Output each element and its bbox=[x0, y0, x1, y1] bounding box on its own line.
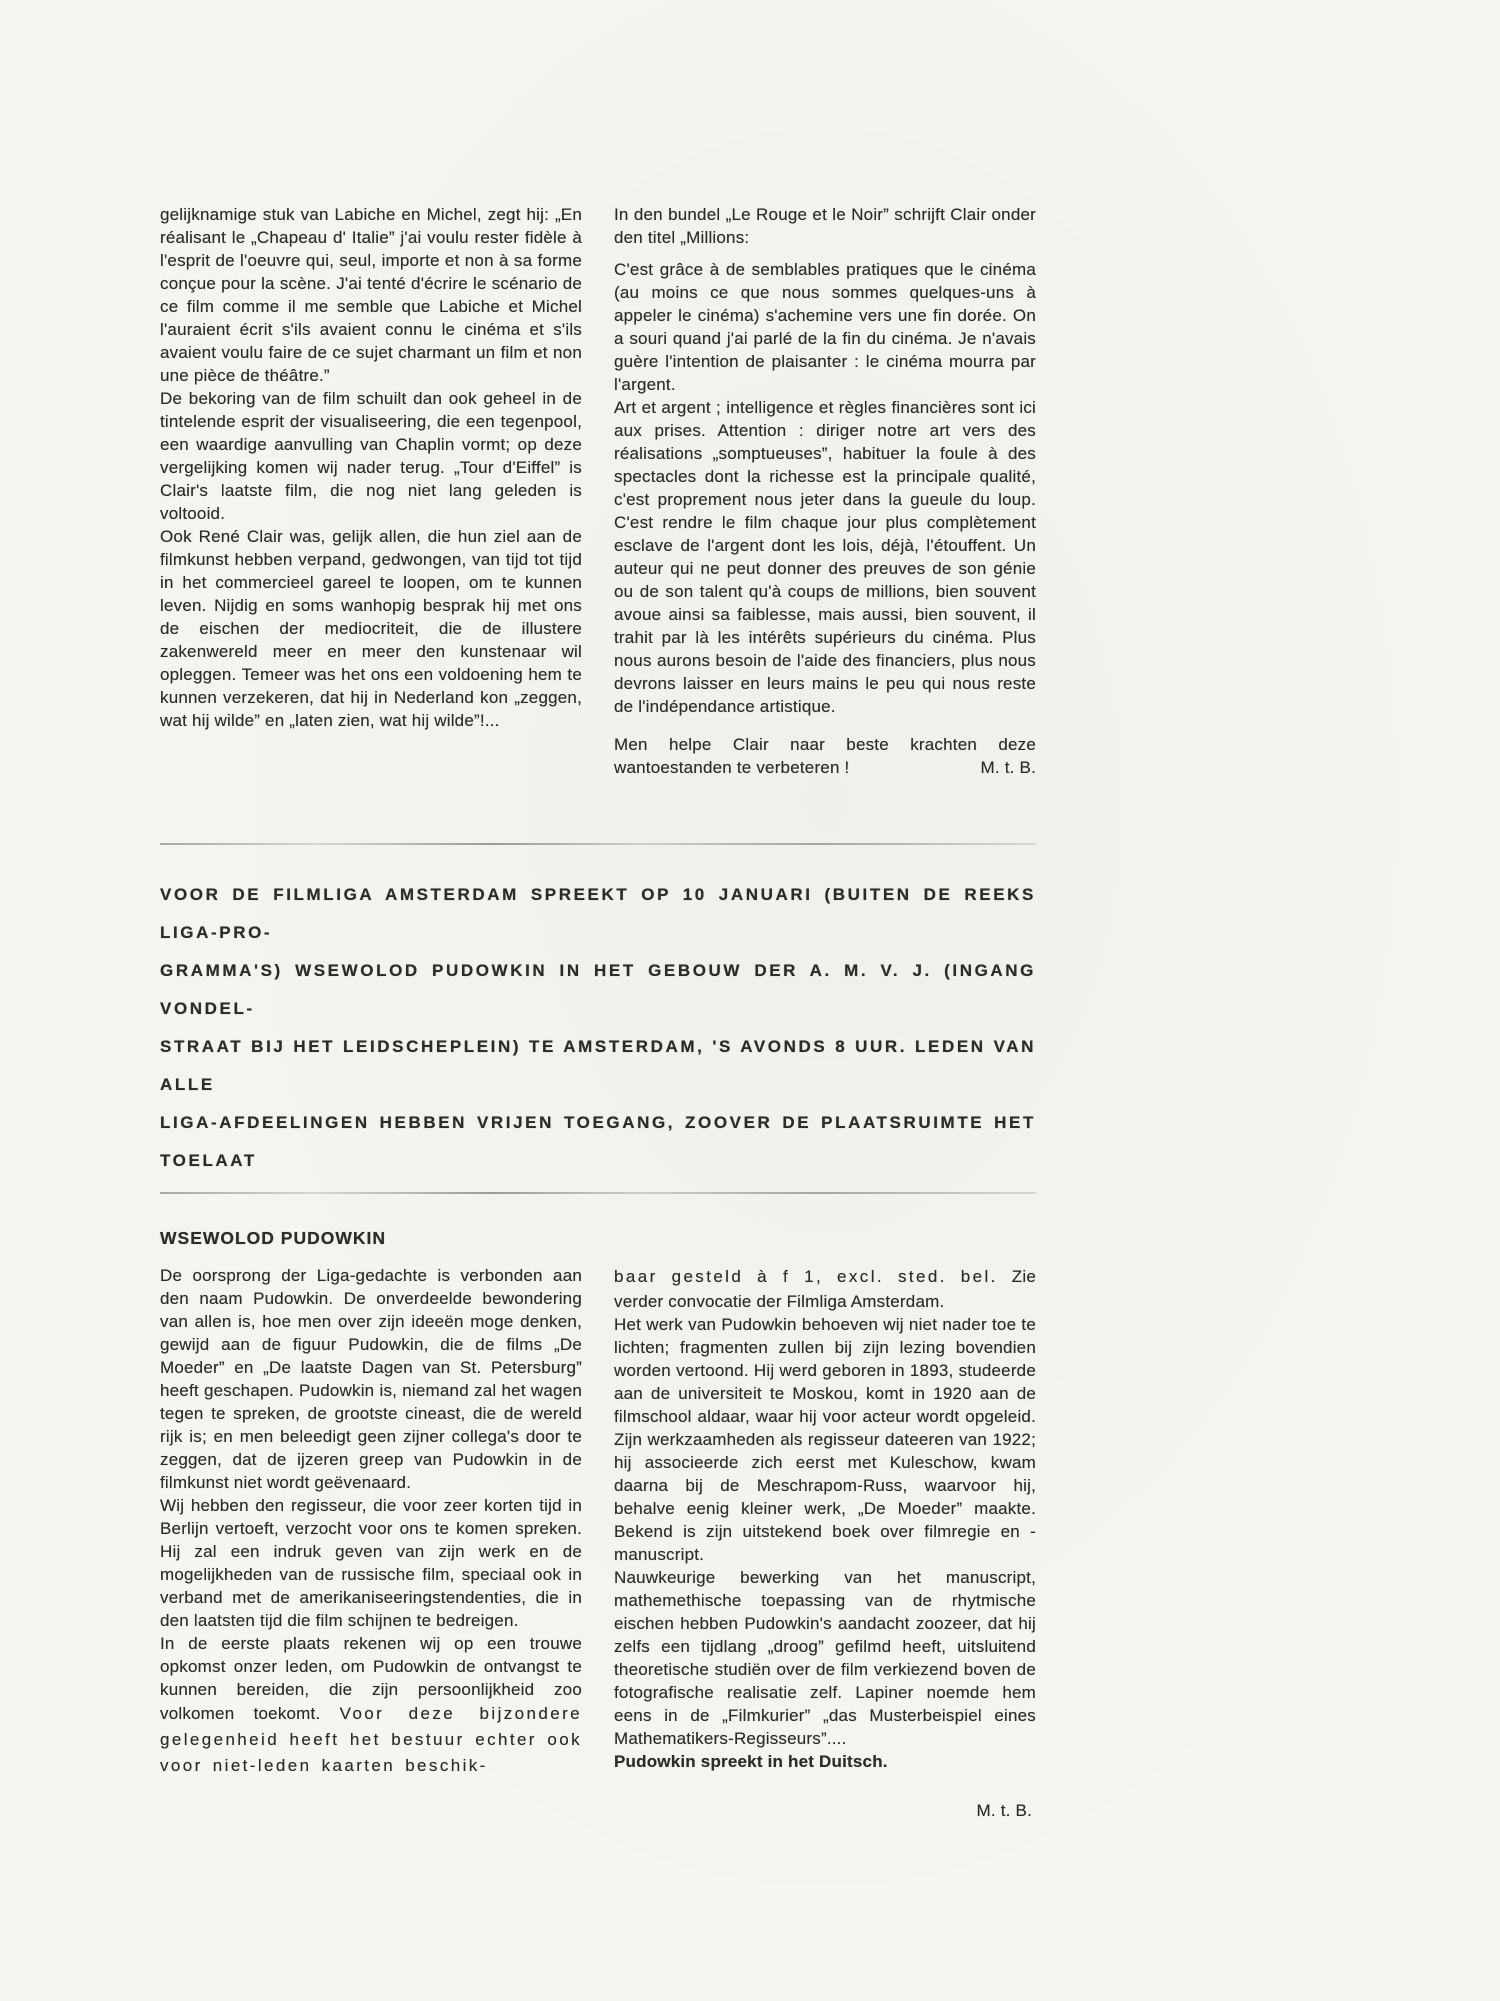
emphasized-text: baar gesteld à f 1, excl. sted. bel. bbox=[614, 1267, 1012, 1286]
lecture-announcement bbox=[160, 876, 1036, 1180]
paragraph-text: In de eerste plaats rekenen wij op een trouwe opkomst onzer leden, om Pudowkin de ontvangst te kunnen bereiden, die zijn persoonlijkheid zoo volkomen toekomt. bbox=[160, 1634, 582, 1723]
paragraph: Ook René Clair was, gelijk allen, die hun ziel aan de filmkunst hebben verpand, gedwongen, van tijd tot tijd in het commercieel gareel te loopen, om te kunnen leven. Nijdig en soms wanhopig besprak hij met ons de eischen der mediocriteit, die de illustere zakenwereld meer en meer den kunstenaar wil opleggen. Temeer was het ons een voldoening hem te kunnen verzekeren, dat hij in Nederland kon „zeggen, wat hij wilde” en „laten zien, wat hij wilde”!... bbox=[160, 527, 582, 730]
author-initials: M. t. B. bbox=[976, 1801, 1032, 1820]
paragraph-text: Zie verder convocatie der Filmliga Amsterdam. bbox=[614, 1267, 1036, 1311]
paragraph bbox=[160, 1632, 582, 1779]
horizontal-rule bbox=[160, 843, 1036, 845]
paragraph: De bekoring van de film schuilt dan ook geheel in de tintelende esprit der visualiseering, die een tegenpool, een waardige aanvulling van Chaplin vormt; op deze vergelijking komen wij nader terug. „Tour d'Eiffel” is Clair's laatste film, die nog niet lang geleden is voltooid. bbox=[160, 389, 582, 523]
closing-text: Men helpe Clair naar beste krachten deze wantoestanden te verbeteren ! bbox=[614, 735, 1036, 777]
closing-paragraph bbox=[614, 733, 1036, 779]
lower-columns bbox=[160, 1264, 1036, 1822]
top-right-column bbox=[614, 203, 1036, 779]
lower-left-column bbox=[160, 1264, 582, 1822]
top-left-column bbox=[160, 203, 582, 779]
page-content bbox=[160, 0, 1036, 1822]
top-article-section bbox=[160, 203, 1036, 779]
quote-paragraph: Art et argent ; intelligence et règles financières sont ici aux prises. Attention : diriger notre art vers des réalisations „somptueuses”, habituer la foule à des spectacles dont la richesse est la principale qualité, c'est proprement nous jeter dans la gueule du loup. C'est rendre le film chaque jour plus complètement esclave de l'argent dont les lois, déjà, l'étouffent. Un auteur qui ne peut donner des preuves de son génie ou de son talent qu'à coups de millions, bien souvent avoue ainsi sa faiblesse, mais aussi, bien souvent, il trahit par là les intérêts supérieurs du cinéma. Plus nous aurons besoin de l'aide des financiers, plus nous devrons laisser en leurs mains le peu qui nous reste de l'indépendance artistique. bbox=[614, 398, 1036, 716]
pudowkin-article-section bbox=[160, 1228, 1036, 1822]
lower-right-column bbox=[614, 1264, 1036, 1822]
paragraph: Het werk van Pudowkin behoeven wij niet nader toe te lichten; fragmenten zullen bij zijn lezing bovendien worden vertoond. Hij werd geboren in 1893, studeerde aan de universiteit te Moskou, komt in 1920 aan de filmschool aldaar, waar hij voor acteur wordt opgeleid. Zijn werkzaamheden als regisseur dateeren van 1922; hij associeerde zich eerst met Kuleschow, kwam daarna bij de Meschrapom-Russ, waarvoor hij, behalve eenig kleiner werk, „De Moeder” maakte. Bekend is zijn uitstekend boek over filmregie en -manuscript. bbox=[614, 1315, 1036, 1564]
article-title: WSEWOLOD PUDOWKIN bbox=[160, 1228, 387, 1248]
horizontal-rule bbox=[160, 1192, 1036, 1194]
paragraph bbox=[614, 1264, 1036, 1313]
paragraph: De oorsprong der Liga-gedachte is verbonden aan den naam Pudowkin. De onverdeelde bewondering van allen is, hoe men over zijn ideeën moge denken, gewijd aan de figuur Pudowkin, die de films „De Moeder” en „De laatste Dagen van St. Petersburg” heeft geschapen. Pudowkin is, niemand zal het wagen tegen te spreken, de grootste cineast, die de wereld rijk is; en men beleedigt geen zijner collega's door te zeggen, dat de ijzeren greep van Pudowkin in de filmkunst niet wordt geëvenaard. bbox=[160, 1266, 582, 1492]
announcement-line: GRAMMA'S) WSEWOLOD PUDOWKIN IN HET GEBOUW DER A. M. V. J. (INGANG VONDEL- bbox=[160, 961, 1036, 1018]
paragraph: gelijknamige stuk van Labiche en Michel, zegt hij: „En réalisant le „Chapeau d' Italie” j'ai voulu rester fidèle à l'esprit de l'oeuvre qui, seul, importe et non à sa forme conçue pour la scène. J'ai tenté d'écrire le scénario de ce film comme il me semble que Labiche et Michel l'auraient écrit s'ils avaient connu le cinéma et s'ils avaient voulu faire de ce sujet charmant un film et non une pièce de théâtre.” bbox=[160, 205, 582, 385]
paragraph: Nauwkeurige bewerking van het manuscript, mathemethische toepassing van de rhytmische eischen hebben Pudowkin's aandacht zoozeer, dat hij zelfs een tijdlang „droog” gefilmd heeft, uitsluitend theoretische studiën over de film verkiezend boven de fotografische realisatie zelf. Lapiner noemde hem eens in de „Filmkurier” „das Musterbeispiel eines Mathematikers-Regisseurs”.... bbox=[614, 1568, 1036, 1748]
paragraph: Wij hebben den regisseur, die voor zeer korten tijd in Berlijn vertoeft, verzocht voor ons te komen spreken. Hij zal een indruk geven van zijn werk en de mogelijkheden van de russische film, speciaal ook in verband met de amerikaniseeringstendenties, die in den laatsten tijd die film schijnen te bedreigen. bbox=[160, 1496, 582, 1630]
author-initials: M. t. B. bbox=[980, 758, 1036, 777]
announcement-line: STRAAT BIJ HET LEIDSCHEPLEIN) TE AMSTERDAM, 'S AVONDS 8 UUR. LEDEN VAN ALLE bbox=[160, 1037, 1036, 1094]
paragraph: In den bundel „Le Rouge et le Noir” schrijft Clair onder den titel „Millions: bbox=[614, 205, 1036, 247]
language-note: Pudowkin spreekt in het Duitsch. bbox=[614, 1752, 888, 1771]
announcement-line: VOOR DE FILMLIGA AMSTERDAM SPREEKT OP 10 JANUARI (BUITEN DE REEKS LIGA-PRO- bbox=[160, 885, 1036, 942]
quote-paragraph: C'est grâce à de semblables pratiques que le cinéma (au moins ce que nous sommes quelques-uns à appeler le cinéma) s'achemine vers une fin dorée. On a souri quand j'ai parlé de la fin du cinéma. Je n'avais guère l'intention de plaisanter : le cinéma mourra par l'argent. bbox=[614, 260, 1036, 394]
announcement-line: LIGA-AFDEELINGEN HEBBEN VRIJEN TOEGANG, ZOOVER DE PLAATSRUIMTE HET TOELAAT bbox=[160, 1113, 1036, 1170]
emphasized-text: Voor deze bijzondere gelegenheid heeft het bestuur echter ook voor niet-leden kaarten beschik- bbox=[160, 1704, 582, 1775]
